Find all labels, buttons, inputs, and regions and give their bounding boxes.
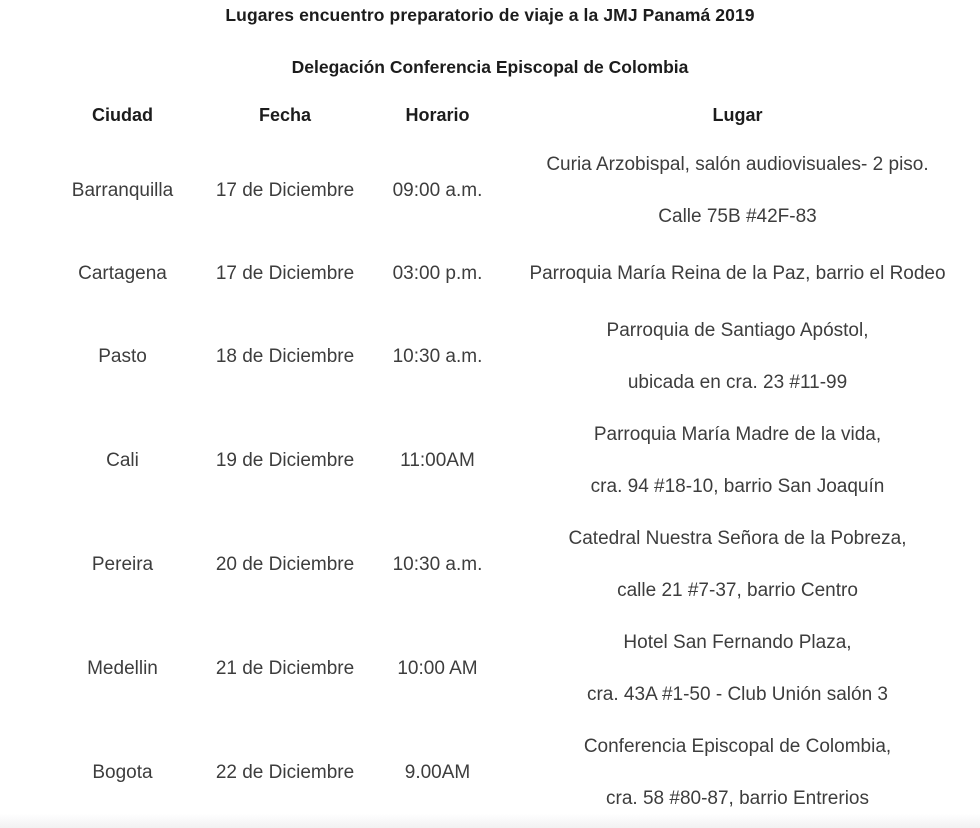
table-header-row <box>45 91 970 139</box>
lugar-line: cra. 58 #80-87, barrio Entrerios <box>606 788 869 809</box>
lugar-line: Conferencia Episcopal de Colombia, <box>583 736 892 757</box>
table-row <box>45 513 970 617</box>
cell-ciudad: Barranquilla <box>71 180 174 201</box>
cell-lugar <box>505 305 970 409</box>
lugar-line: calle 21 #7-37, barrio Centro <box>617 580 858 601</box>
cell-horario: 10:30 a.m. <box>392 346 483 367</box>
lugar-line: Parroquia de Santiago Apóstol, <box>606 320 869 341</box>
schedule-table <box>45 91 970 825</box>
column-header-ciudad: Ciudad <box>92 104 153 125</box>
cell-lugar <box>505 409 970 513</box>
table-row <box>45 721 970 825</box>
table-row <box>45 409 970 513</box>
cell-horario: 10:00 AM <box>397 658 478 679</box>
cell-fecha: 17 de Diciembre <box>215 263 355 284</box>
lugar-line: Catedral Nuestra Señora de la Pobreza, <box>568 528 907 549</box>
cell-horario: 03:00 p.m. <box>392 263 483 284</box>
cell-horario: 9.00AM <box>404 762 471 783</box>
cell-ciudad: Pasto <box>98 346 147 367</box>
lugar-line: cra. 94 #18-10, barrio San Joaquín <box>590 476 885 497</box>
lugar-line: Calle 75B #42F-83 <box>658 206 817 227</box>
column-header-fecha: Fecha <box>258 104 312 125</box>
cell-lugar <box>505 139 970 243</box>
cell-lugar <box>505 617 970 721</box>
cell-fecha: 22 de Diciembre <box>215 762 355 783</box>
cell-horario: 11:00AM <box>400 450 475 471</box>
page-subtitle: Delegación Conferencia Episcopal de Colombia <box>291 57 689 77</box>
lugar-line: ubicada en cra. 23 #11-99 <box>627 372 848 393</box>
column-header-lugar: Lugar <box>712 104 763 125</box>
cell-ciudad: Bogota <box>92 762 153 783</box>
table-row <box>45 305 970 409</box>
lugar-line: cra. 43A #1-50 - Club Unión salón 3 <box>586 684 888 705</box>
column-header-horario: Horario <box>405 104 470 125</box>
table-row <box>45 139 970 243</box>
cell-ciudad: Pereira <box>91 554 154 575</box>
cell-lugar <box>505 721 970 825</box>
table-row <box>45 617 970 721</box>
table-row <box>45 243 970 305</box>
lugar-line: Curia Arzobispal, salón audiovisuales- 2 piso. <box>546 154 929 175</box>
cell-horario: 09:00 a.m. <box>392 180 483 201</box>
cell-ciudad: Cali <box>106 450 139 471</box>
lugar-line: Hotel San Fernando Plaza, <box>623 632 852 653</box>
cell-fecha: 18 de Diciembre <box>215 346 355 367</box>
cell-ciudad: Cartagena <box>78 263 167 284</box>
cell-horario: 10:30 a.m. <box>392 554 483 575</box>
cell-fecha: 17 de Diciembre <box>215 180 355 201</box>
lugar-line: Parroquia María Reina de la Paz, barrio el Rodeo <box>529 263 946 284</box>
cell-fecha: 20 de Diciembre <box>215 554 355 575</box>
cell-ciudad: Medellin <box>87 658 158 679</box>
lugar-line: Parroquia María Madre de la vida, <box>593 424 882 445</box>
cell-lugar <box>505 513 970 617</box>
cell-fecha: 19 de Diciembre <box>215 450 355 471</box>
cell-fecha: 21 de Diciembre <box>215 658 355 679</box>
page-title: Lugares encuentro preparatorio de viaje a la JMJ Panamá 2019 <box>225 5 755 25</box>
cell-lugar <box>505 243 970 305</box>
